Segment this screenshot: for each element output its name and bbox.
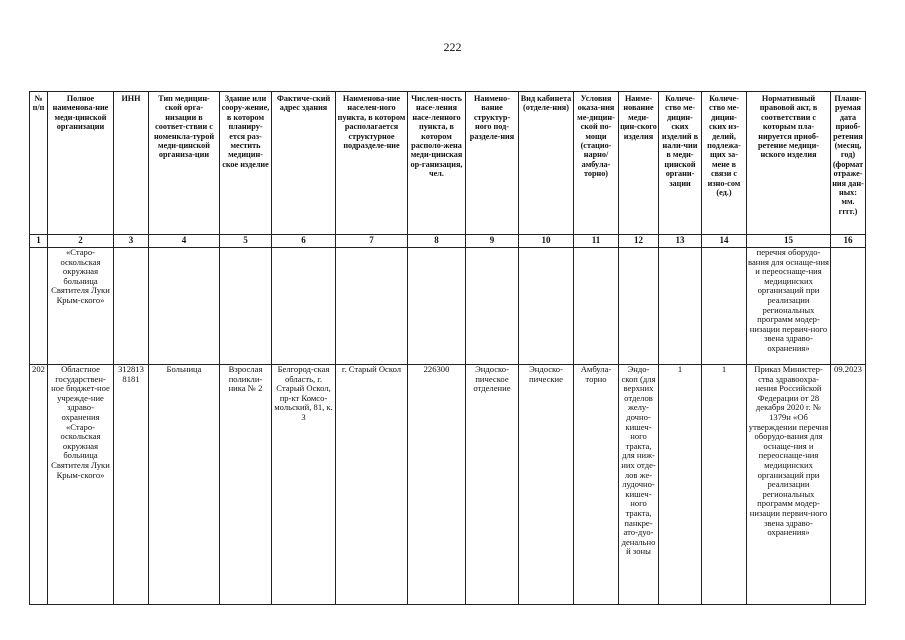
header-row [30, 92, 866, 235]
table-cell [30, 248, 48, 365]
header-cell: Плани-руемая дата приоб-ретения (месяц, год) (формат отраже-ния дан-ных: мм. гггг.) [831, 92, 866, 235]
table-row [30, 365, 866, 605]
header-cell: Количе-ство ме-дицин-ских из-делий, подлежа-щих за-мене в связи с изно-сом (ед.) [702, 92, 747, 235]
column-number: 16 [831, 235, 866, 248]
table-cell: 202 [30, 365, 48, 605]
column-number: 2 [48, 235, 114, 248]
column-number: 9 [466, 235, 519, 248]
column-number: 12 [619, 235, 659, 248]
header-cell: Вид кабинета (отделе-ния) [519, 92, 574, 235]
table-cell [336, 248, 408, 365]
header-cell: Наиме-нование меди-цин-ского изделия [619, 92, 659, 235]
table-cell: Амбула-торно [574, 365, 619, 605]
column-number: 5 [220, 235, 272, 248]
table-cell [619, 248, 659, 365]
column-number: 15 [747, 235, 831, 248]
table-cell: Областное государствен-ное бюджет-ное учрежде-ние здраво-охранения «Старо-оскольская окружная больница Святителя Луки Крым-ского» [48, 365, 114, 605]
table-cell: Эндоско-пические [519, 365, 574, 605]
table-cell [519, 248, 574, 365]
table-cell: г. Старый Оскол [336, 365, 408, 605]
column-number: 11 [574, 235, 619, 248]
column-number-row [30, 235, 866, 248]
header-cell: Количе-ство ме-дицин-ских изделий в нали-чии в меди-цинской органи-зации [659, 92, 702, 235]
column-number: 6 [272, 235, 336, 248]
table-cell: 1 [702, 365, 747, 605]
header-cell: Здание или соору-жение, в котором планиру-ется раз-местить медицин-ское изделие [220, 92, 272, 235]
page-number: 222 [443, 40, 462, 54]
header-cell: Наимено-вание структур-ного под-разделе-ния [466, 92, 519, 235]
table-cell: Взрослая поликли-ника № 2 [220, 365, 272, 605]
column-number: 13 [659, 235, 702, 248]
table-cell: 226300 [408, 365, 466, 605]
table-row [30, 248, 866, 365]
table-cell: Эндоско-пическое отделение [466, 365, 519, 605]
table-cell [659, 248, 702, 365]
table-cell [574, 248, 619, 365]
table-cell [149, 248, 220, 365]
header-cell: Наименова-ние населен-ного пункта, в котором располагается структурное подразделе-ние [336, 92, 408, 235]
table-cell: Эндо-скоп (для верхних отделов желу-дочно-кишеч-ного тракта, для ниж-них отде-лов же-лудочно-кишеч-ного тракта, панкре-ато-дуо-денальной зоны [619, 365, 659, 605]
table-cell [272, 248, 336, 365]
column-number: 7 [336, 235, 408, 248]
column-number: 3 [114, 235, 149, 248]
header-cell: Нормативный правовой акт, в соответствии с которым пла-нируется приоб-ретение медици-нского изделия [747, 92, 831, 235]
table-cell: 09.2023 [831, 365, 866, 605]
table-cell [408, 248, 466, 365]
table-cell [702, 248, 747, 365]
header-cell: ИНН [114, 92, 149, 235]
header-cell: Условия оказа-ния ме-дицин-ской по-мощи (стацио-нарно/ амбула-торно) [574, 92, 619, 235]
column-number: 8 [408, 235, 466, 248]
table-cell: Больница [149, 365, 220, 605]
table-cell: Белгород-ская область, г. Старый Оскол, пр-кт Комсо-мольский, 81, к. 3 [272, 365, 336, 605]
table-cell: перечня оборудо-вания для оснаще-ния и переоснаще-ния медицинских организаций при реализации региональных программ модер-низации первич-ного звена здраво-охранения» [747, 248, 831, 365]
medical-equipment-table [29, 91, 866, 605]
header-cell: Полное наименова-ние меди-цинской организации [48, 92, 114, 235]
table-cell [831, 248, 866, 365]
table-cell: 312813 8181 [114, 365, 149, 605]
table-cell: «Старо-оскольская окружная больница Святителя Луки Крым-ского» [48, 248, 114, 365]
table-cell [220, 248, 272, 365]
column-number: 4 [149, 235, 220, 248]
header-cell: № п/п [30, 92, 48, 235]
header-cell: Фактиче-ский адрес здания [272, 92, 336, 235]
table-cell [466, 248, 519, 365]
header-cell: Числен-ность насе-ления насе-ленного пункта, в котором располо-жена меди-цинская ор-ганизация, чел. [408, 92, 466, 235]
table-cell [114, 248, 149, 365]
header-cell: Тип медицин-ской орга-низации в соответ-ствии с номенкла-турой меди-цинской организа-ции [149, 92, 220, 235]
table-cell: 1 [659, 365, 702, 605]
column-number: 10 [519, 235, 574, 248]
table-cell: Приказ Министер-ства здравоохра-нения Российской Федерации от 28 декабря 2020 г. № 1379н «Об утверждении перечня оборудо-вания для оснаще-ния и переоснаще-ния медицинских организаций при реализации региональных программ модер-низации первич-ного звена здраво-охранения» [747, 365, 831, 605]
column-number: 1 [30, 235, 48, 248]
column-number: 14 [702, 235, 747, 248]
